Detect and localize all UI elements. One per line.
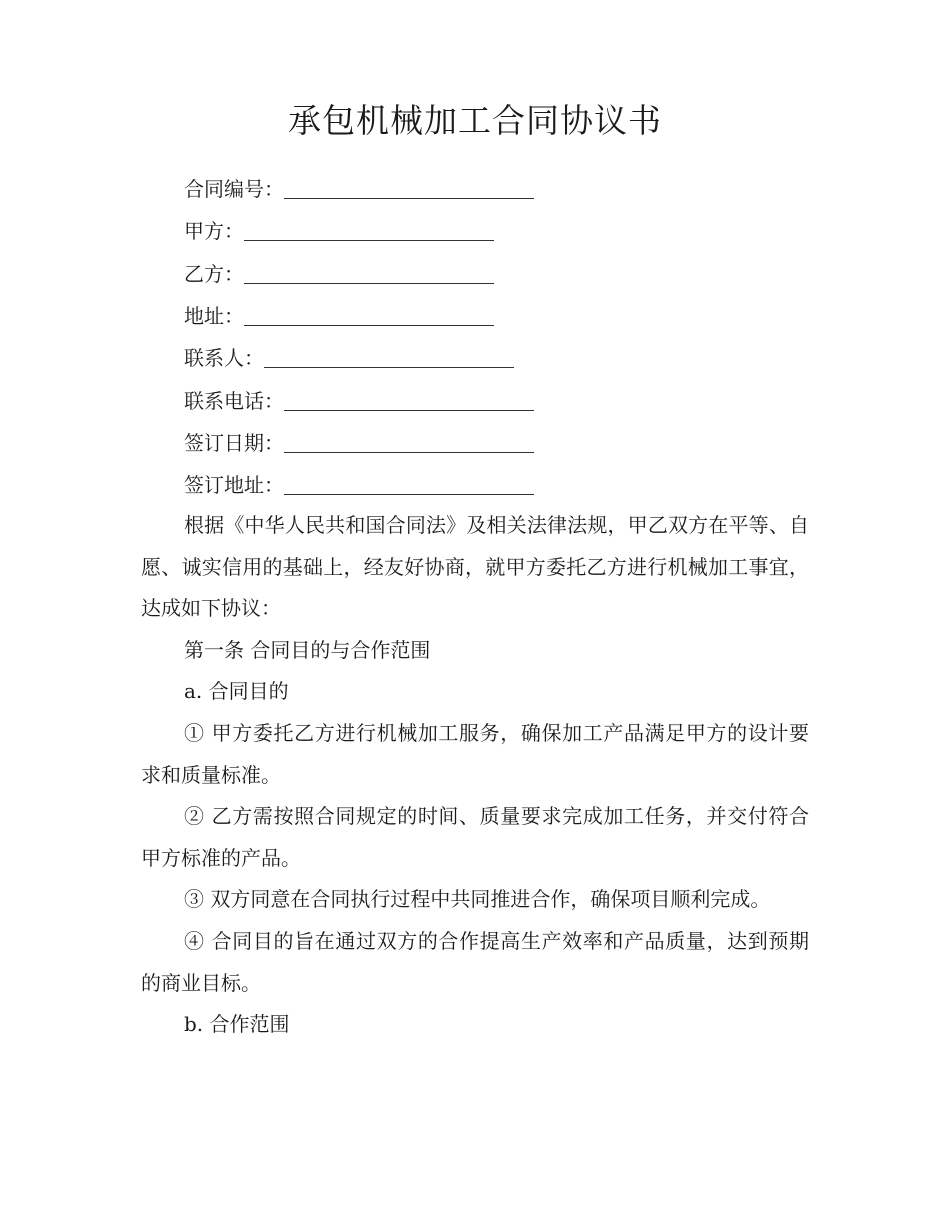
list-item: ① 甲方委托乙方进行机械加工服务，确保加工产品满足甲方的设计要求和质量标准。 — [141, 720, 809, 787]
blank-line[interactable] — [244, 239, 494, 241]
intro-paragraph: 根据《中华人民共和国合同法》及相关法律法规，甲乙双方在平等、自愿、诚实信用的基础上，经友好协商，就甲方委托乙方进行机械加工事宜，达成如下协议： — [141, 513, 809, 621]
document-title: 承包机械加工合同协议书 — [288, 101, 662, 140]
blank-line[interactable] — [284, 493, 534, 495]
field-label: 签订地址： — [184, 473, 284, 498]
contract-fields — [184, 168, 824, 506]
field-contract-number — [184, 168, 824, 210]
blank-line[interactable] — [284, 451, 534, 453]
section-heading: b. 合作范围 — [184, 1012, 290, 1037]
field-party-a — [184, 210, 824, 252]
field-label: 地址： — [184, 304, 244, 329]
field-address — [184, 295, 824, 337]
field-label: 联系电话： — [184, 388, 284, 413]
list-item: ③ 双方同意在合同执行过程中共同推进合作，确保项目顺利完成。 — [184, 887, 771, 912]
blank-line[interactable] — [244, 324, 494, 326]
blank-line[interactable] — [284, 409, 534, 411]
field-label: 签订日期： — [184, 430, 284, 455]
field-party-b — [184, 253, 824, 295]
blank-line[interactable] — [244, 282, 494, 284]
field-label: 甲方： — [184, 219, 244, 244]
field-label: 乙方： — [184, 261, 244, 286]
list-item: ② 乙方需按照合同规定的时间、质量要求完成加工任务，并交付符合甲方标准的产品。 — [141, 804, 809, 870]
field-signing-location — [184, 464, 824, 506]
field-contact-person — [184, 337, 824, 379]
field-label: 合同编号： — [184, 177, 284, 202]
field-label: 联系人： — [184, 346, 264, 371]
blank-line[interactable] — [264, 366, 514, 368]
contract-body — [141, 505, 809, 1046]
section-heading: a. 合同目的 — [184, 679, 289, 704]
field-signing-date — [184, 422, 824, 464]
field-contact-phone — [184, 379, 824, 421]
article-heading: 第一条 合同目的与合作范围 — [184, 637, 431, 662]
blank-line[interactable] — [284, 197, 534, 199]
list-item: ④ 合同目的旨在通过双方的合作提高生产效率和产品质量，达到预期的商业目标。 — [141, 928, 809, 995]
